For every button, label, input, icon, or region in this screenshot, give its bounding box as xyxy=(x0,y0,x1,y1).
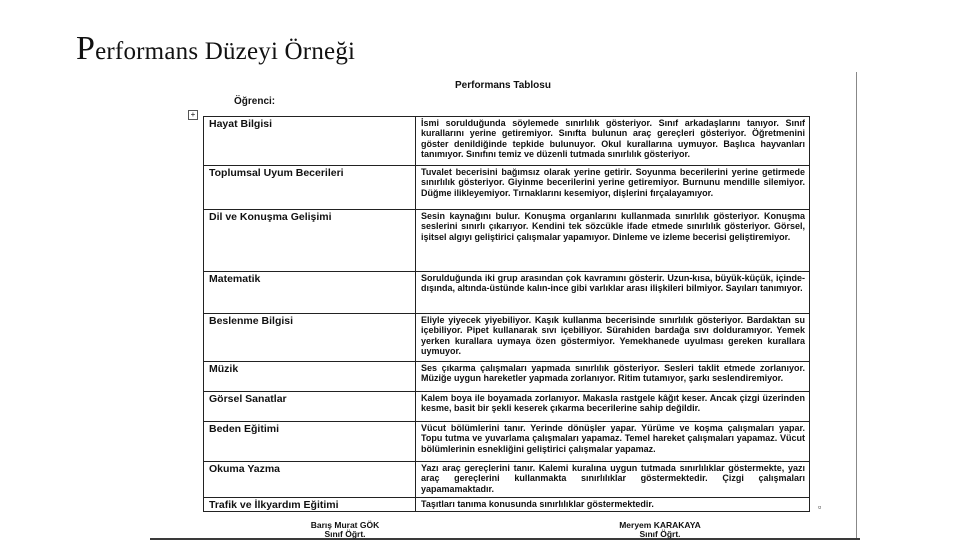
table-row xyxy=(204,462,810,498)
area-cell: Trafik ve İlkyardım Eğitimi xyxy=(204,498,416,512)
slide-title xyxy=(76,30,355,68)
description-cell: Sesin kaynağını bulur. Konuşma organlarını kullanmada sınırlılık gösteriyor. Konuşma seslerini sınırlı çıkarıyor. Kendini tek sözcükle ifade etmede sınırlılık gösteriyor. Görsel, işitsel algıyı geliştirici çalışmalar yapamıyor. Dinleme ve izleme becerisi geliştiremiyor. xyxy=(416,210,810,272)
description-cell: Vücut bölümlerini tanır. Yerinde dönüşler yapar. Yürüme ve koşma çalışmaları yapar. Topu tutma ve yuvarlama çalışmaları yapamaz. Temel hareket çalışmaları yapamaz. Vücut bölümlerinin esnekliğini geliştirici çalışmalar yapamaz. xyxy=(416,422,810,462)
area-cell: Matematik xyxy=(204,272,416,314)
area-cell: Müzik xyxy=(204,362,416,392)
page-edge-line xyxy=(856,72,857,540)
table-row xyxy=(204,362,810,392)
description-cell: Kalem boya ile boyamada zorlanıyor. Makasla rastgele kâğıt keser. Ancak çizgi üzerinden kesme, basit bir şekli keserek çıkarma becerilerine sahip değildir. xyxy=(416,392,810,422)
table-row xyxy=(204,498,810,512)
table-row xyxy=(204,166,810,210)
area-cell: Hayat Bilgisi xyxy=(204,117,416,166)
signature-right xyxy=(585,521,735,539)
table-row xyxy=(204,272,810,314)
signature-role: Sınıf Öğrt. xyxy=(324,529,366,539)
table-corner-mark-icon: ▫ xyxy=(818,502,822,512)
student-label: Öğrenci: xyxy=(234,96,276,107)
description-cell: Tuvalet becerisini bağımsız olarak yerine getirir. Soyunma becerilerini yerine getirmede sınırlılık gösteriyor. Giyinme becerilerini yerine getiremiyor. Burnunu mendille silemiyor. Düğme ilikleyemiyor. Tırnaklarını kesemiyor, dişlerini fırçalayamıyor. xyxy=(416,166,810,210)
table-row xyxy=(204,422,810,462)
title-initial: P xyxy=(76,30,96,67)
area-cell: Beslenme Bilgisi xyxy=(204,314,416,362)
table-move-handle-icon[interactable]: + xyxy=(188,110,198,120)
area-cell: Okuma Yazma xyxy=(204,462,416,498)
signature-role: Sınıf Öğrt. xyxy=(639,529,681,539)
table-row xyxy=(204,392,810,422)
signature-name: Barış Murat GÖK xyxy=(310,520,380,530)
area-cell: Beden Eğitimi xyxy=(204,422,416,462)
description-cell: Taşıtları tanıma konusunda sınırlılıklar göstermektedir. xyxy=(416,498,810,512)
table-title: Performans Tablosu xyxy=(455,80,551,91)
signature-name: Meryem KARAKAYA xyxy=(619,520,701,530)
description-cell: Sorulduğunda iki grup arasından çok kavramını gösterir. Uzun-kısa, büyük-küçük, içinde- dışında, altında-üstünde kalın-ince gibi varlıklar arası ilişkileri bilmiyor. Sayıları tanımıyor. xyxy=(416,272,810,314)
description-cell: Eliyle yiyecek yiyebiliyor. Kaşık kullanma becerisinde sınırlılık gösteriyor. Bardaktan su içebiliyor. Pipet kullanarak sıvı içebiliyor. Sürahiden bardağa sıvı dolduramıyor. Yemek yerken kurallara uymaya özen göstermiyor. Yemekhanede uyulması gereken kurallara uymuyor. xyxy=(416,314,810,362)
description-cell: Yazı araç gereçlerini tanır. Kalemi kuralına uygun tutmada sınırlılıklar göstermekte, yazı araç gereçlerini kullanmakta sınırlılıklar göstermektedir. Çizgi çalışmaları yapamamaktadır. xyxy=(416,462,810,498)
table-row xyxy=(204,314,810,362)
area-cell: Dil ve Konuşma Gelişimi xyxy=(204,210,416,272)
title-rest: erformans Düzeyi Örneği xyxy=(95,38,356,65)
table-row xyxy=(204,210,810,272)
performance-table xyxy=(203,116,810,512)
area-cell: Görsel Sanatlar xyxy=(204,392,416,422)
signature-left xyxy=(275,521,415,539)
description-cell: Ses çıkarma çalışmaları yapmada sınırlılık gösteriyor. Sesleri taklit etmede zorlanıyor. Müziğe uygun hareketler yapmada zorlanıyor. Ritim tutamıyor, şarkı seslendiremiyor. xyxy=(416,362,810,392)
table-row xyxy=(204,117,810,166)
area-cell: Toplumsal Uyum Becerileri xyxy=(204,166,416,210)
description-cell: İsmi sorulduğunda söylemede sınırlılık gösteriyor. Sınıf arkadaşlarını tanıyor. Sınıf kurallarını yerine getiremiyor. Sınıfta bulunun araç gereçleri gösteriyor. Öğretmenini göster denildiğinde tepkide bulunuyor. Okul kurallarına uymuyor. Başlıca hayvanları tanımıyor. Sınıfını temiz ve düzenli tutmada sınırlılık gösteriyor. xyxy=(416,117,810,166)
document-image xyxy=(150,72,860,540)
